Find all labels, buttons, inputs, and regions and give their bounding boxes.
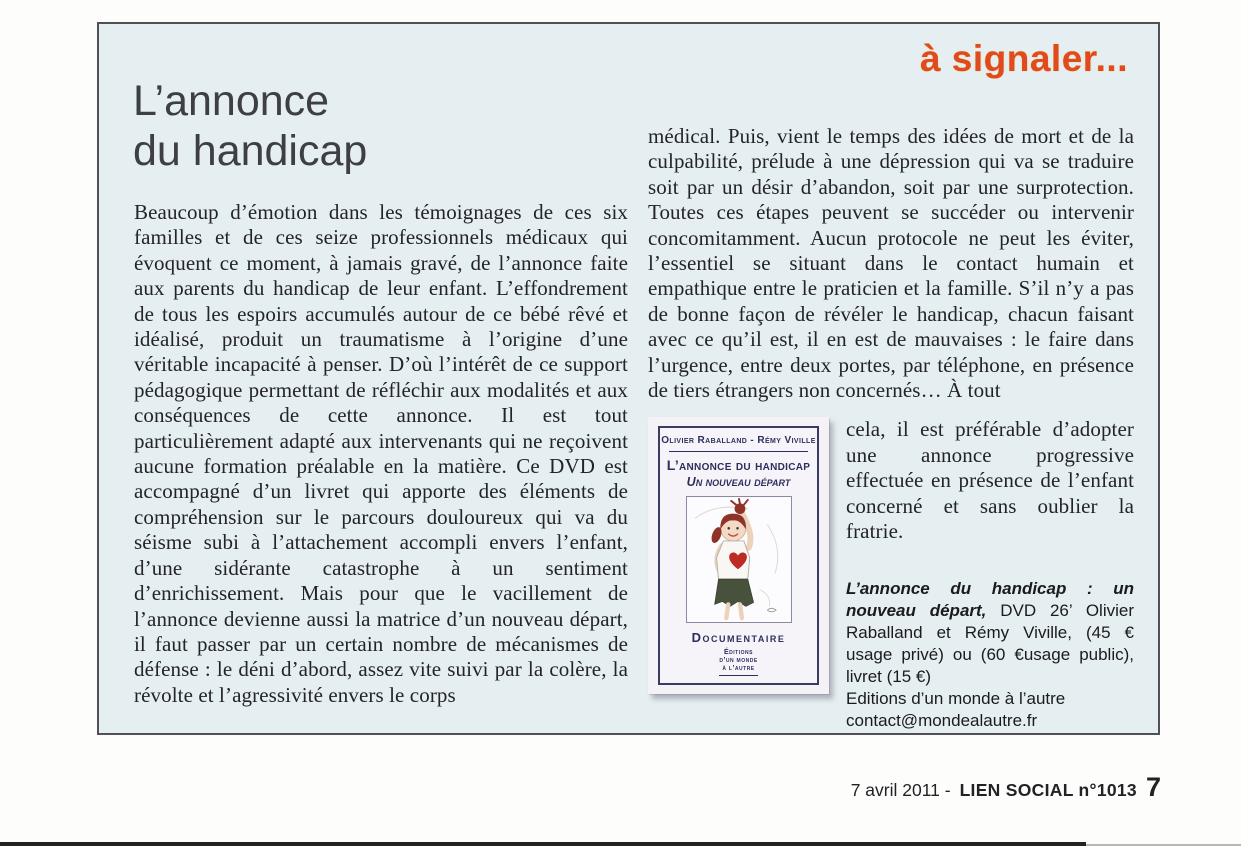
dvd-publisher-line1: Éditions [724, 649, 753, 657]
dvd-caption-title: L’annonce du handicap : un nouveau départ, [846, 578, 1134, 620]
article-right-column [648, 124, 1134, 732]
article-title [133, 76, 367, 176]
article-title-line1: L’annonce [133, 77, 330, 125]
dvd-cover-authors: Olivier Raballand - Rémy Viville [661, 435, 816, 447]
dvd-publisher-line2: d’un monde [719, 657, 758, 665]
dvd-cover-subtitle: Un nouveau départ [686, 475, 791, 490]
article-panel [97, 22, 1160, 735]
article-body-wrap: cela, il est préférable d’adopter une annonce progressive effectuée en présence de l’enfant concerné et sans oublier la fratrie. [846, 417, 1134, 544]
footer-page-number: 7 [1145, 772, 1161, 802]
dvd-caption-email: contact@mondealautre.fr [846, 710, 1038, 730]
dvd-cover [648, 417, 829, 694]
article-body-right-column: médical. Puis, vient le temps des idées de mort et de la culpabilité, prélude à une dépression qui va se traduire soit par un désir d’abandon, soit par une surprotection. Toutes ces étapes peuvent se succéder ou intervenir concomitamment. Aucun protocole ne peut les éviter, l’essentiel se situant dans le contact humain et empathique entre le praticien et la famille. S’il n’y a pas de bonne façon de révéler le handicap, chacun faisant avec ce qu’il est, il en est de mauvaises : le faire dans l’urgence, entre deux portes, par téléphone, en présence de tiers étrangers non concernés… À tout [648, 124, 1134, 403]
scan-edge-artifact [0, 842, 1086, 846]
text-beside-cover [846, 417, 1134, 731]
dvd-cover-art-frame [686, 496, 792, 623]
dvd-media-block [648, 417, 1134, 731]
article-title-line2: du handicap [133, 127, 368, 175]
footer-issue: LIEN SOCIAL n°1013 [959, 780, 1137, 800]
dvd-cover-frame [658, 426, 819, 685]
girl-illustration [687, 497, 791, 622]
article-body-left-column: Beaucoup d’émotion dans les témoignages de ces six familles et de ces seize professionnels médicaux qui évoquent ce moment, à jamais gravé, de l’annonce faite aux parents du handicap de leur enfant. L’effondrement de tous les espoirs accumulés autour de ce bébé rêvé et idéalisé, produit un traumatisme à l’origine d’une véritable incapacité à penser. D’où l’intérêt de ce support pédagogique permettant de réfléchir aux modalités et aux conséquences de cette annonce. Il est tout particulièrement adapté aux intervenants qui ne reçoivent aucune formation préalable en la matière. Ce DVD est accompagné d’un livret qui apporte des éléments de compréhension sur le parcours douloureux qui va du séisme subi à l’attachement accompli envers l’enfant, d’une sidérante catastrophe à un sentiment d’enrichissement. Mais pour que le vacillement de l’annonce devienne aussi la matrice d’un nouveau départ, il faut passer par un certain nombre de mécanismes de défense : le déni d’abord, assez vite suivi par la colère, la révolte et l’agressivité envers le corps [134, 200, 628, 707]
dvd-caption-publisher: Editions d’un monde à l’autre [846, 688, 1066, 708]
dvd-cover-title: L’annonce du handicap [666, 457, 811, 474]
dvd-cover-genre: Documentaire [691, 630, 786, 646]
dvd-publisher-logo [719, 649, 757, 676]
section-header: à signaler... [919, 38, 1128, 79]
page-footer [851, 772, 1161, 803]
dvd-publisher-line3: à l’autre [722, 665, 755, 673]
footer-date: 7 avril 2011 - [850, 780, 951, 800]
dvd-caption [846, 578, 1134, 732]
dvd-caption-lead [846, 578, 1134, 688]
dvd-caption-details: DVD 26’ Olivier Raballand et Rémy Viville, (45 € usage privé) ou (60 €usage public), livret (15 €) [846, 600, 1134, 686]
dvd-cover-divider [669, 451, 807, 452]
